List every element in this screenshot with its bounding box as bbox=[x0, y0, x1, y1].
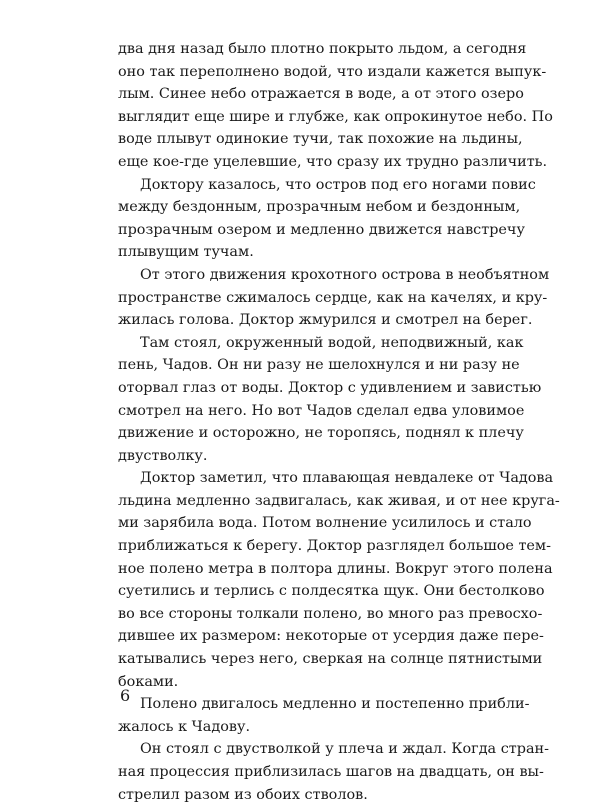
text-line: во все стороны толкали полено, во много раз превосхо- bbox=[118, 605, 543, 622]
text-line: ми зарябила вода. Потом волнение усилилось и стало bbox=[118, 515, 532, 532]
text-line: ное полено метра в полтора длины. Вокруг этого полена bbox=[118, 560, 553, 577]
text-line: пространстве сжималось сердце, как на качелях, и кру- bbox=[118, 289, 548, 306]
text-line: выглядит еще шире и глубже, как опрокинутое небо. По bbox=[118, 108, 553, 125]
text-line: лым. Синее небо отражается в воде, а от этого озеро bbox=[118, 86, 524, 103]
text-line: еще кое-где уцелевшие, что сразу их трудно различить. bbox=[118, 153, 548, 170]
text-line: Там стоял, окруженный водой, неподвижный, как bbox=[140, 334, 524, 351]
text-line: боками. bbox=[118, 673, 179, 690]
text-line: двустволку. bbox=[118, 447, 208, 464]
paragraph bbox=[118, 738, 549, 806]
text-line: стрелил разом из обоих стволов. bbox=[118, 786, 368, 803]
page-number: 6 bbox=[120, 686, 131, 705]
text-line: плывущим тучам. bbox=[118, 244, 254, 261]
text-line: Доктору казалось, что остров под его ногами повис bbox=[140, 176, 536, 193]
text-line: Он стоял с двустволкой у плеча и ждал. Когда стран- bbox=[140, 741, 549, 758]
text-line: смотрел на него. Но вот Чадов сделал едва уловимое bbox=[118, 402, 525, 419]
text-line: оторвал глаз от воды. Доктор с удивлением и завистью bbox=[118, 379, 542, 396]
body-text bbox=[118, 38, 560, 806]
text-line: Доктор заметил, что плавающая невдалеке от Чадова bbox=[140, 470, 554, 487]
text-line: льдина медленно задвигалась, как живая, и от нее круга- bbox=[118, 492, 560, 509]
paragraph bbox=[118, 467, 560, 693]
text-line: между бездонным, прозрачным небом и бездонным, bbox=[118, 199, 521, 216]
paragraph bbox=[118, 332, 542, 468]
text-line: катывались через него, сверкая на солнце пятнистыми bbox=[118, 651, 543, 668]
text-line: движение и осторожно, не торопясь, поднял к плечу bbox=[118, 425, 524, 442]
paragraph bbox=[118, 174, 536, 264]
text-line: дившее их размером: некоторые от усердия даже пере- bbox=[118, 628, 544, 645]
text-line: два дня назад было плотно покрыто льдом, а сегодня bbox=[118, 41, 527, 57]
paragraph bbox=[118, 38, 553, 174]
paragraph bbox=[118, 693, 530, 738]
paragraph bbox=[118, 264, 550, 332]
text-line: ная процессия приблизилась шагов на двадцать, он вы- bbox=[118, 764, 544, 780]
text-line: приближаться к берегу. Доктор разглядел большое тем- bbox=[118, 538, 551, 555]
text-line: пень, Чадов. Он ни разу не шелохнулся и ни разу не bbox=[118, 357, 520, 374]
text-line: Полено двигалось медленно и постепенно прибли- bbox=[140, 696, 530, 713]
text-line: оно так переполнено водой, что издали кажется выпук- bbox=[118, 63, 547, 80]
text-line: прозрачным озером и медленно движется навстречу bbox=[118, 221, 525, 238]
text-line: воде плывут одинокие тучи, так похожие на льдины, bbox=[118, 131, 523, 148]
text-line: жилась голова. Доктор жмурился и смотрел на берег. bbox=[118, 312, 533, 329]
text-line: От этого движения крохотного острова в необъятном bbox=[140, 266, 550, 283]
text-line: суетились и терлись с полдесятка щук. Они бестолково bbox=[118, 583, 545, 600]
text-line: жалось к Чадову. bbox=[118, 718, 251, 735]
